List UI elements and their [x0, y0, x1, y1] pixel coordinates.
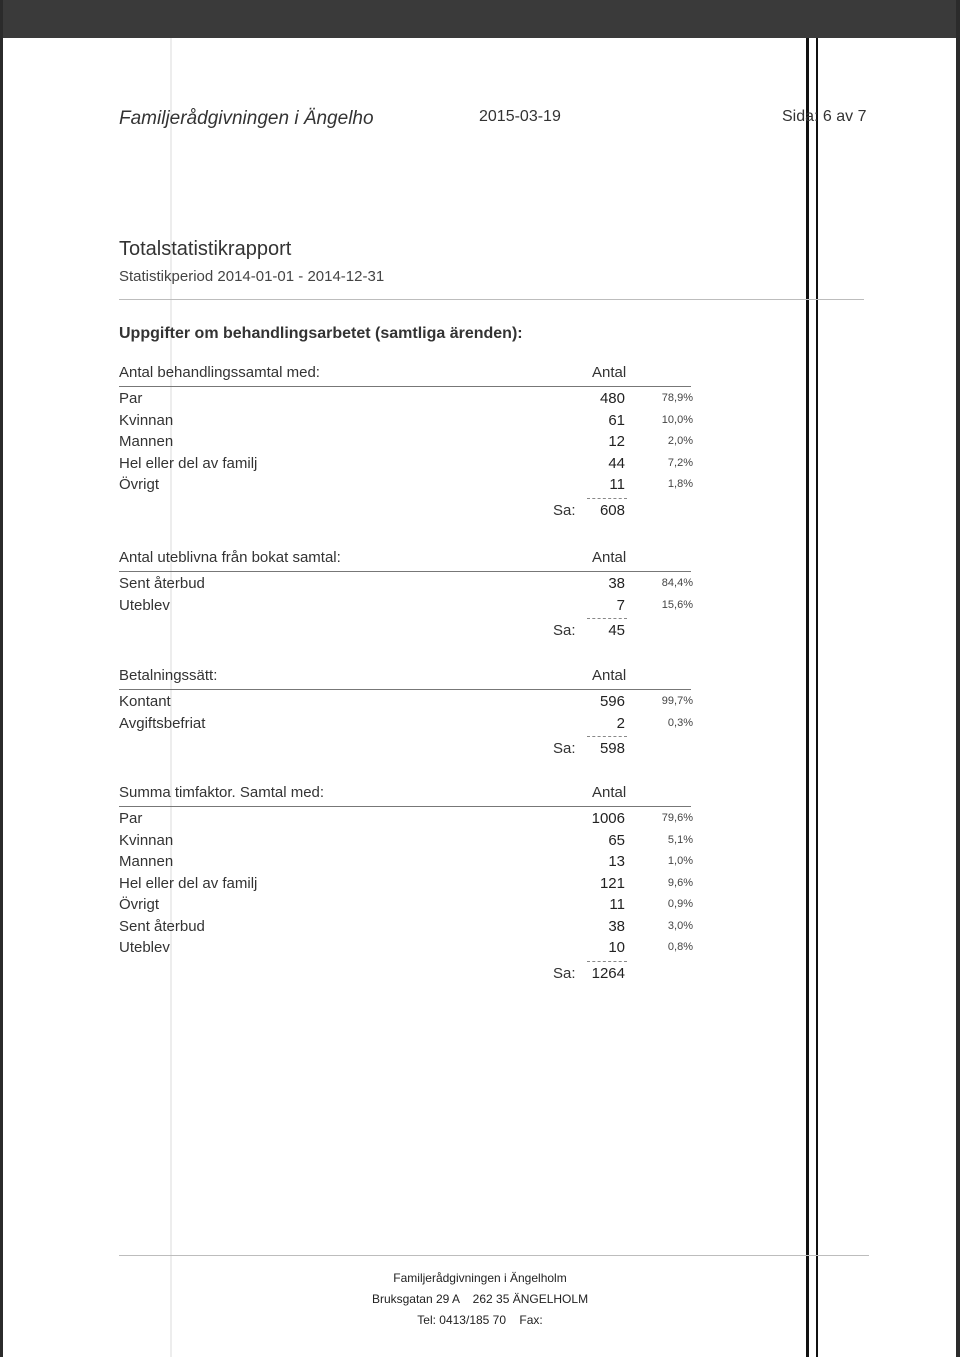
stat-group: [119, 667, 719, 760]
row-value: 13: [608, 853, 625, 870]
sum-row: [119, 616, 719, 642]
row-label: Sent återbud: [119, 575, 205, 592]
sum-label: Sa:: [553, 964, 576, 982]
sum-label: Sa:: [553, 501, 576, 519]
divider: [119, 1255, 869, 1256]
section-heading: Uppgifter om behandlingsarbetet (samtliga ärenden):: [119, 325, 523, 342]
sum-value: 1264: [591, 964, 625, 982]
stat-group: [119, 364, 719, 522]
sum-row: [119, 496, 719, 522]
divider: [587, 961, 627, 962]
row-label: Övrigt: [119, 476, 160, 493]
table-row: [119, 937, 719, 959]
row-label: Kvinnan: [119, 411, 174, 429]
row-value: 2: [616, 714, 625, 732]
group-label: Betalningssätt:: [119, 667, 218, 684]
footer-organization: Familjerådgivningen i Ängelholm: [393, 1271, 567, 1285]
row-label: Par: [119, 810, 143, 827]
row-value: 38: [608, 575, 625, 592]
table-row: [119, 388, 719, 410]
sum-value: 608: [599, 501, 625, 519]
divider: [119, 806, 691, 807]
report-period: Statistikperiod 2014-01-01 - 2014-12-31: [119, 268, 385, 285]
row-percent: 2,0%: [667, 435, 693, 447]
row-percent: 0,8%: [667, 941, 693, 953]
row-value: 10: [608, 939, 625, 956]
row-percent: 10,0%: [661, 413, 693, 426]
row-percent: 0,9%: [667, 898, 693, 910]
row-percent: 1,8%: [667, 478, 693, 490]
table-row: [119, 713, 719, 735]
row-label: Sent återbud: [119, 917, 205, 935]
sum-label: Sa:: [553, 740, 576, 757]
row-label: Kontant: [119, 693, 171, 710]
column-label: Antal: [592, 667, 627, 684]
divider: [119, 299, 864, 300]
table-row: [119, 873, 719, 895]
row-percent: 1,0%: [667, 855, 693, 867]
row-percent: 84,4%: [661, 577, 693, 589]
row-percent: 3,0%: [667, 919, 693, 932]
row-percent: 79,6%: [661, 812, 693, 824]
row-label: Kvinnan: [119, 831, 174, 849]
header-page-number: Sida: 6 av 7: [782, 108, 867, 125]
row-label: Uteblev: [119, 596, 170, 614]
row-value: 1006: [591, 810, 625, 827]
row-value: 11: [609, 476, 625, 493]
scan-border-right: [956, 0, 960, 1357]
row-label: Uteblev: [119, 939, 170, 956]
table-row: [119, 410, 719, 432]
table-row: [119, 573, 719, 595]
table-row: [119, 691, 719, 713]
group-label: Antal behandlingssamtal med:: [119, 364, 320, 381]
column-label: Antal: [592, 549, 627, 566]
row-percent: 7,2%: [667, 456, 693, 469]
divider: [587, 498, 627, 499]
table-row: [119, 453, 719, 475]
table-row: [119, 916, 719, 938]
column-label: Antal: [592, 364, 627, 381]
report-title: Totalstatistikrapport: [119, 238, 292, 260]
row-percent: 0,3%: [667, 716, 693, 729]
group-header: [119, 549, 719, 573]
sum-value: 45: [608, 622, 625, 639]
row-label: Mannen: [119, 433, 174, 450]
divider: [587, 736, 627, 737]
group-label: Antal uteblivna från bokat samtal:: [119, 549, 341, 566]
group-header: [119, 364, 719, 388]
column-label: Antal: [592, 784, 627, 801]
group-header: [119, 784, 719, 808]
group-header: [119, 667, 719, 691]
row-value: 12: [608, 433, 625, 450]
row-label: Mannen: [119, 853, 174, 870]
row-value: 38: [608, 917, 625, 935]
divider: [119, 571, 691, 572]
sum-row: [119, 734, 719, 760]
divider: [119, 689, 691, 690]
row-value: 121: [599, 874, 625, 892]
header-date: 2015-03-19: [479, 108, 561, 125]
row-label: Hel eller del av familj: [119, 874, 258, 892]
row-label: Övrigt: [119, 896, 160, 913]
scan-artifact-line: [816, 38, 818, 1357]
scan-border-left: [0, 0, 3, 1357]
table-row: [119, 808, 719, 830]
table-row: [119, 894, 719, 916]
group-label: Summa timfaktor. Samtal med:: [119, 784, 325, 801]
sum-label: Sa:: [553, 622, 576, 639]
row-percent: 15,6%: [661, 598, 693, 611]
header-organization: Familjerådgivningen i Ängelho: [119, 108, 374, 129]
row-value: 65: [608, 831, 625, 849]
row-percent: 9,6%: [667, 876, 693, 889]
row-percent: 78,9%: [661, 392, 693, 404]
table-row: [119, 595, 719, 617]
scan-artifact-line: [806, 38, 809, 1357]
divider: [587, 618, 627, 619]
sum-value: 598: [599, 740, 625, 757]
stat-group: [119, 784, 719, 985]
footer-address: Bruksgatan 29 A 262 35 ÄNGELHOLM: [371, 1292, 589, 1306]
stat-group: [119, 549, 719, 642]
row-value: 44: [608, 454, 625, 472]
row-value: 11: [609, 896, 625, 913]
table-row: [119, 851, 719, 873]
table-row: [119, 431, 719, 453]
row-label: Hel eller del av familj: [119, 454, 258, 472]
row-value: 7: [616, 596, 625, 614]
row-label: Avgiftsbefriat: [119, 714, 206, 732]
table-row: [119, 830, 719, 852]
scan-border-top: [0, 0, 960, 38]
row-percent: 5,1%: [667, 833, 693, 846]
sum-row: [119, 959, 719, 985]
footer-phone: Tel: 0413/185 70 Fax:: [417, 1313, 543, 1327]
row-value: 61: [608, 411, 625, 429]
row-value: 480: [599, 390, 625, 407]
row-percent: 99,7%: [661, 695, 693, 707]
table-row: [119, 474, 719, 496]
divider: [119, 386, 691, 387]
row-label: Par: [119, 390, 143, 407]
row-value: 596: [599, 693, 625, 710]
